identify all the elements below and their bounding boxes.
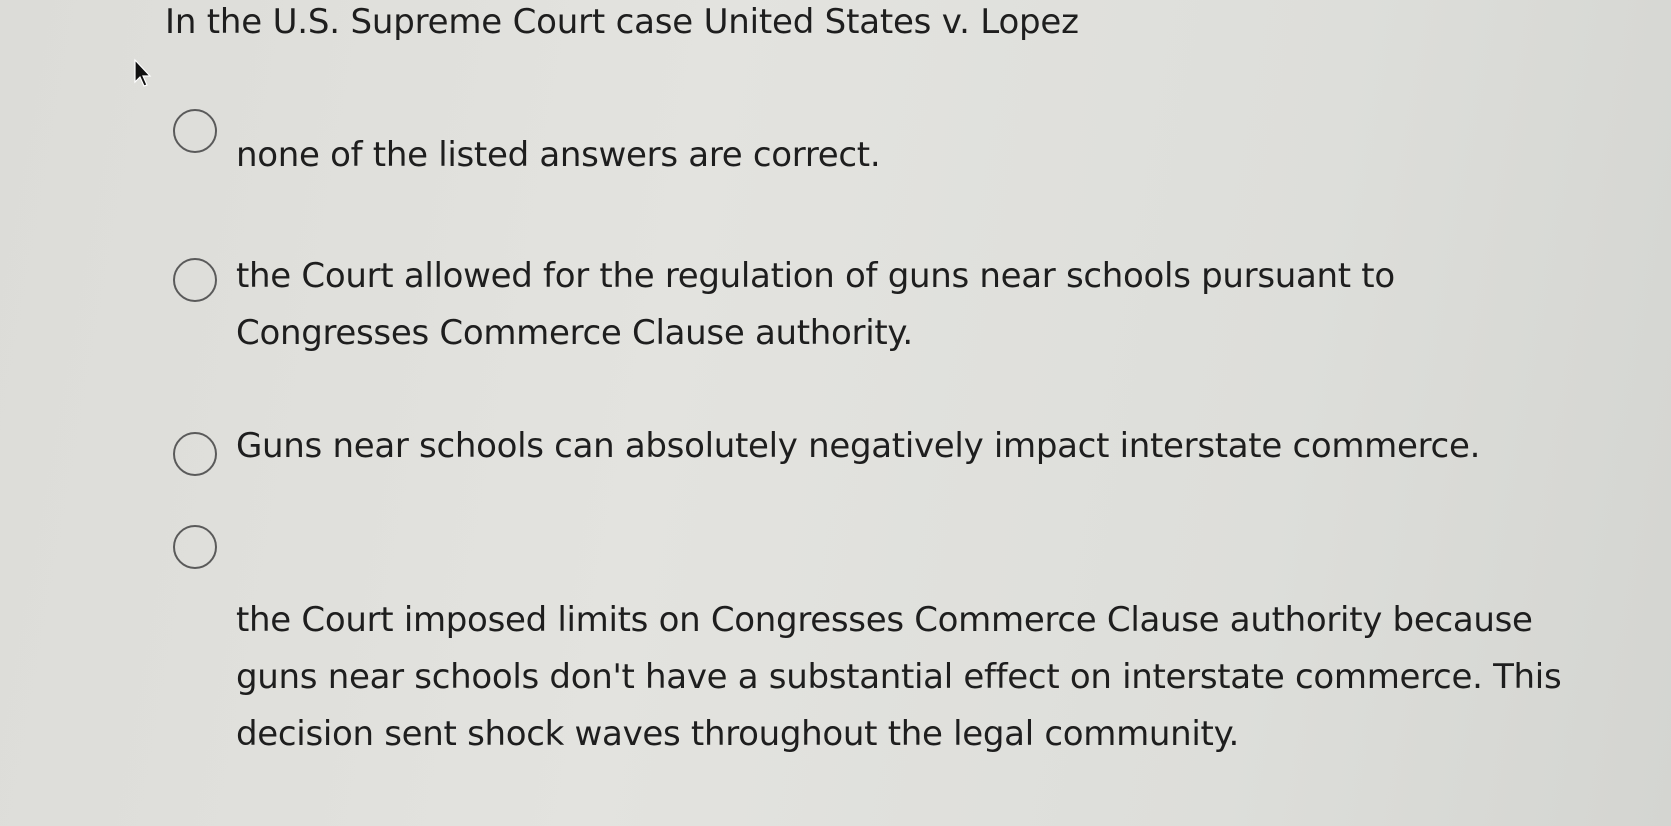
radio-button-option-2[interactable] bbox=[173, 258, 217, 302]
option-3-label: Guns near schools can absolutely negatively impact interstate commerce. bbox=[236, 426, 1481, 466]
radio-button-option-1[interactable] bbox=[173, 109, 217, 153]
option-4-label: the Court imposed limits on Congresses Commerce Clause authority because guns near schools don't have a substantial effect on interstate commerce. This decision sent shock waves throughout the legal community. bbox=[236, 600, 1562, 754]
radio-button-option-3[interactable] bbox=[173, 432, 217, 476]
option-1-label: none of the listed answers are correct. bbox=[236, 135, 881, 175]
radio-button-option-4[interactable] bbox=[173, 525, 217, 569]
mouse-pointer-icon bbox=[133, 58, 155, 88]
option-2-label: the Court allowed for the regulation of guns near schools pursuant to Congresses Commerce Clause authority. bbox=[236, 256, 1395, 353]
question-text: In the U.S. Supreme Court case United States v. Lopez bbox=[165, 2, 1079, 42]
